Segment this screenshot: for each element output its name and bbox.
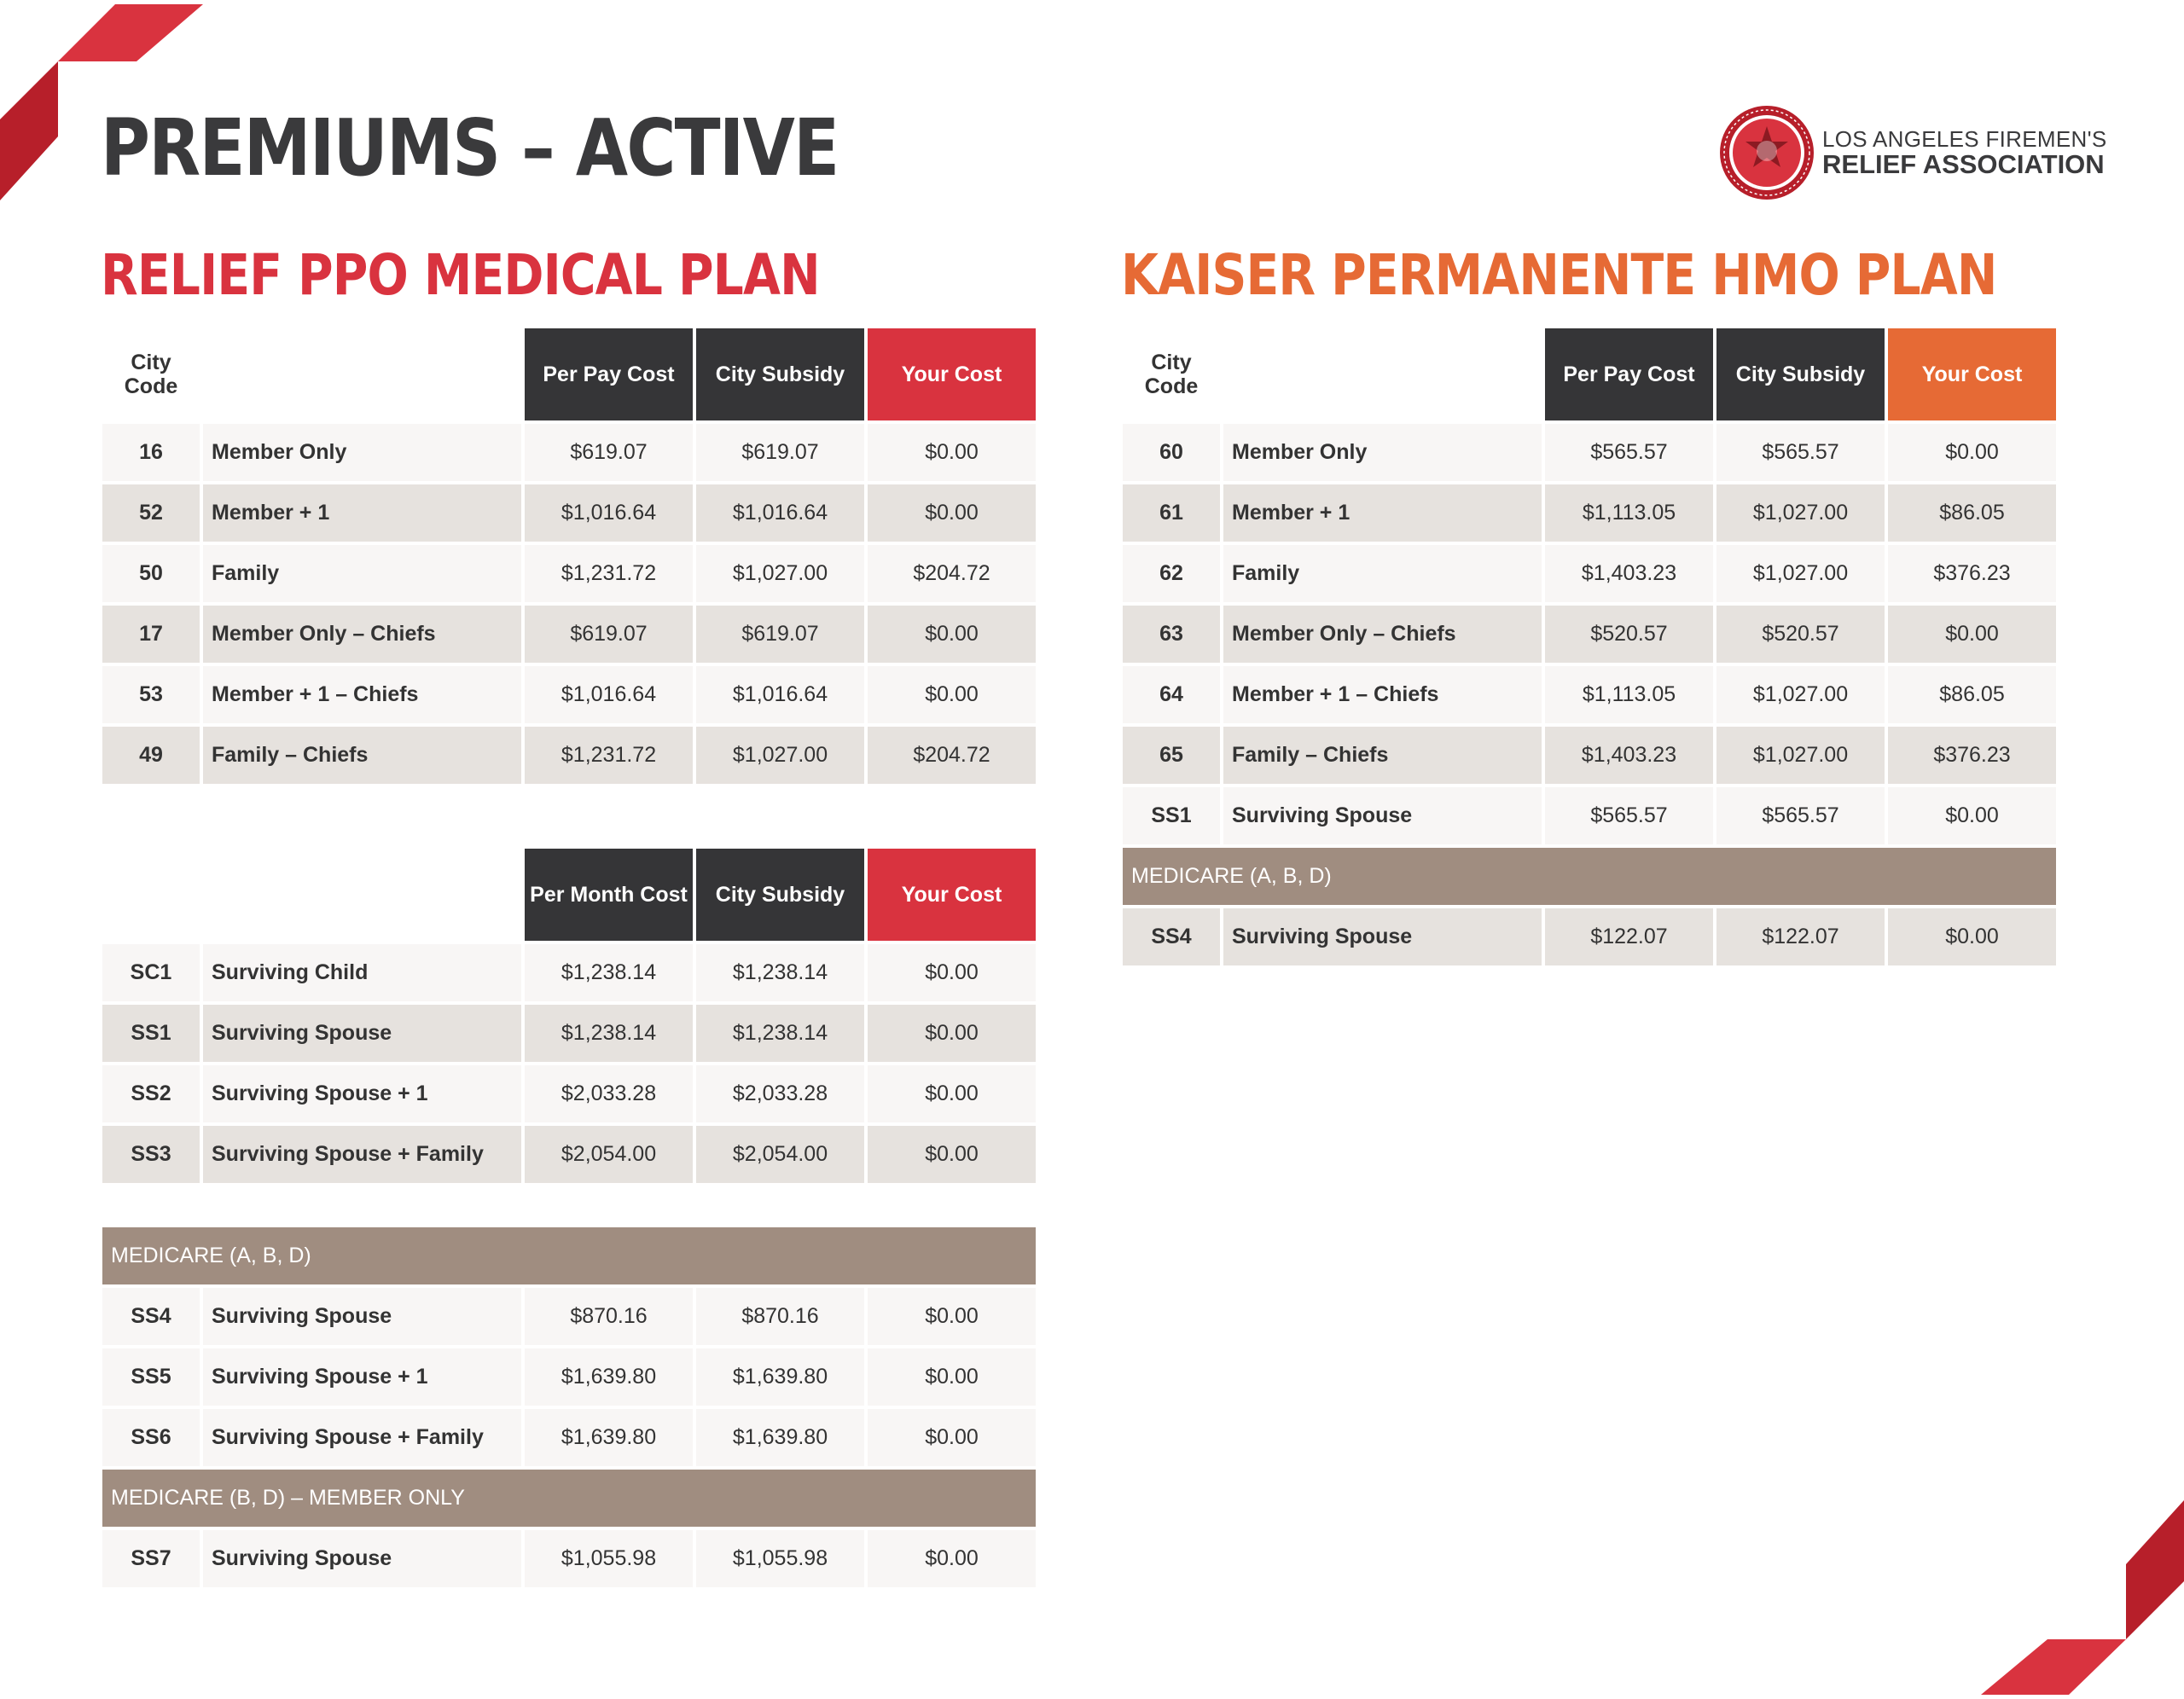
your-cost-cell: $0.00 [868, 1348, 1036, 1406]
coverage-cell: Surviving Spouse + 1 [203, 1065, 521, 1122]
coverage-cell: Surviving Spouse [203, 1288, 521, 1345]
cost-cell: $1,238.14 [525, 944, 693, 1001]
table-row [102, 1530, 1036, 1587]
city-code-cell: 62 [1123, 545, 1220, 602]
your-cost-cell: $86.05 [1888, 484, 2056, 542]
cost-cell: $2,054.00 [525, 1126, 693, 1183]
col-header-city-subsidy: City Subsidy [696, 849, 864, 941]
coverage-cell: Member Only – Chiefs [1223, 606, 1542, 663]
city-code-cell: SS6 [102, 1409, 200, 1466]
subsidy-cell: $565.57 [1716, 787, 1885, 844]
your-cost-cell: $204.72 [868, 727, 1036, 784]
subsidy-cell: $1,055.98 [696, 1530, 864, 1587]
col-header-per-pay-cost: Per Pay Cost [1545, 328, 1713, 420]
table-row [102, 666, 1036, 723]
city-code-cell: SS1 [102, 1005, 200, 1062]
kp-plan-title: KAISER PERMANENTE HMO PLAN [1121, 242, 1997, 308]
city-code-cell: 50 [102, 545, 200, 602]
col-header-blank [102, 849, 200, 941]
medicare-abd-band: MEDICARE (A, B, D) [1123, 848, 2056, 905]
coverage-cell: Family [1223, 545, 1542, 602]
coverage-cell: Surviving Spouse [203, 1530, 521, 1587]
coverage-cell: Surviving Spouse + 1 [203, 1348, 521, 1406]
table-row [1123, 606, 2056, 663]
cost-cell: $1,639.80 [525, 1409, 693, 1466]
city-code-cell: SS5 [102, 1348, 200, 1406]
corner-ribbon-bottom-right [1979, 1486, 2184, 1699]
city-code-cell: 60 [1123, 424, 1220, 481]
col-header-your-cost: Your Cost [1888, 328, 2056, 420]
subsidy-cell: $1,238.14 [696, 1005, 864, 1062]
city-code-cell: SS7 [102, 1530, 200, 1587]
subsidy-cell: $122.07 [1716, 908, 1885, 965]
coverage-cell: Member Only [203, 424, 521, 481]
kp-table [1119, 325, 2059, 969]
subsidy-cell: $1,027.00 [1716, 484, 1885, 542]
col-header-city-code: City Code [1123, 328, 1220, 420]
cost-cell: $1,016.64 [525, 666, 693, 723]
page-title: PREMIUMS – ACTIVE [101, 102, 839, 194]
your-cost-cell: $86.05 [1888, 666, 2056, 723]
city-code-cell: SS3 [102, 1126, 200, 1183]
table-row [102, 1126, 1036, 1183]
subsidy-cell: $520.57 [1716, 606, 1885, 663]
ppo-survivor-table [99, 845, 1039, 1186]
coverage-cell: Family – Chiefs [1223, 727, 1542, 784]
col-header-per-month-cost: Per Month Cost [525, 849, 693, 941]
table-row [102, 1348, 1036, 1406]
your-cost-cell: $0.00 [868, 666, 1036, 723]
cost-cell: $2,033.28 [525, 1065, 693, 1122]
subsidy-cell: $1,027.00 [696, 545, 864, 602]
table-row [1123, 787, 2056, 844]
your-cost-cell: $0.00 [868, 1530, 1036, 1587]
ppo-medicare-table [99, 1224, 1039, 1591]
city-code-cell: SC1 [102, 944, 200, 1001]
table-row [102, 424, 1036, 481]
cost-cell: $1,231.72 [525, 727, 693, 784]
subsidy-cell: $1,238.14 [696, 944, 864, 1001]
fire-seal-icon [1718, 104, 1815, 201]
coverage-cell: Member + 1 – Chiefs [1223, 666, 1542, 723]
col-header-city-subsidy: City Subsidy [1716, 328, 1885, 420]
cost-cell: $1,113.05 [1545, 484, 1713, 542]
ppo-plan-title: RELIEF PPO MEDICAL PLAN [101, 242, 820, 308]
association-logo [1718, 104, 2107, 201]
cost-cell: $1,231.72 [525, 545, 693, 602]
col-header-per-pay-cost: Per Pay Cost [525, 328, 693, 420]
col-header-city-code: City Code [102, 328, 200, 420]
city-code-cell: SS4 [1123, 908, 1220, 965]
cost-cell: $1,639.80 [525, 1348, 693, 1406]
your-cost-cell: $0.00 [1888, 908, 2056, 965]
table-row [102, 1409, 1036, 1466]
cost-cell: $565.57 [1545, 424, 1713, 481]
subsidy-cell: $619.07 [696, 424, 864, 481]
cost-cell: $122.07 [1545, 908, 1713, 965]
cost-cell: $1,055.98 [525, 1530, 693, 1587]
city-code-cell: 63 [1123, 606, 1220, 663]
col-header-blank [203, 328, 521, 420]
cost-cell: $1,403.23 [1545, 727, 1713, 784]
cost-cell: $1,016.64 [525, 484, 693, 542]
table-row [102, 545, 1036, 602]
city-code-cell: 65 [1123, 727, 1220, 784]
col-header-city-subsidy: City Subsidy [696, 328, 864, 420]
coverage-cell: Member + 1 [203, 484, 521, 542]
col-header-your-cost: Your Cost [868, 849, 1036, 941]
ppo-active-table [99, 325, 1039, 787]
subsidy-cell: $1,016.64 [696, 666, 864, 723]
subsidy-cell: $565.57 [1716, 424, 1885, 481]
table-row [102, 944, 1036, 1001]
subsidy-cell: $1,639.80 [696, 1348, 864, 1406]
cost-cell: $619.07 [525, 424, 693, 481]
your-cost-cell: $0.00 [1888, 424, 2056, 481]
medicare-abd-band: MEDICARE (A, B, D) [102, 1227, 1036, 1284]
your-cost-cell: $376.23 [1888, 545, 2056, 602]
your-cost-cell: $204.72 [868, 545, 1036, 602]
city-code-cell: SS2 [102, 1065, 200, 1122]
table-row [102, 1288, 1036, 1345]
cost-cell: $870.16 [525, 1288, 693, 1345]
cost-cell: $565.57 [1545, 787, 1713, 844]
table-row [1123, 908, 2056, 965]
table-row [1123, 484, 2056, 542]
city-code-cell: 64 [1123, 666, 1220, 723]
city-code-cell: 52 [102, 484, 200, 542]
your-cost-cell: $0.00 [868, 1409, 1036, 1466]
subsidy-cell: $1,027.00 [1716, 666, 1885, 723]
col-header-blank [203, 849, 521, 941]
cost-cell: $1,113.05 [1545, 666, 1713, 723]
table-row [102, 484, 1036, 542]
table-row [1123, 424, 2056, 481]
subsidy-cell: $1,016.64 [696, 484, 864, 542]
cost-cell: $1,403.23 [1545, 545, 1713, 602]
logo-line-2: RELIEF ASSOCIATION [1822, 149, 2105, 180]
subsidy-cell: $1,027.00 [696, 727, 864, 784]
subsidy-cell: $1,027.00 [1716, 727, 1885, 784]
coverage-cell: Member Only – Chiefs [203, 606, 521, 663]
city-code-cell: SS1 [1123, 787, 1220, 844]
logo-line-1: LOS ANGELES FIREMEN'S [1822, 126, 2107, 152]
coverage-cell: Surviving Spouse [1223, 908, 1542, 965]
coverage-cell: Family – Chiefs [203, 727, 521, 784]
table-row [102, 606, 1036, 663]
medicare-bd-band: MEDICARE (B, D) – MEMBER ONLY [102, 1470, 1036, 1527]
your-cost-cell: $0.00 [868, 606, 1036, 663]
your-cost-cell: $0.00 [868, 484, 1036, 542]
coverage-cell: Surviving Spouse + Family [203, 1126, 521, 1183]
subsidy-cell: $2,033.28 [696, 1065, 864, 1122]
coverage-cell: Member Only [1223, 424, 1542, 481]
table-row [1123, 545, 2056, 602]
your-cost-cell: $0.00 [1888, 606, 2056, 663]
your-cost-cell: $0.00 [868, 1288, 1036, 1345]
subsidy-cell: $870.16 [696, 1288, 864, 1345]
subsidy-cell: $1,639.80 [696, 1409, 864, 1466]
table-row [1123, 727, 2056, 784]
coverage-cell: Surviving Child [203, 944, 521, 1001]
col-header-your-cost: Your Cost [868, 328, 1036, 420]
your-cost-cell: $376.23 [1888, 727, 2056, 784]
city-code-cell: 61 [1123, 484, 1220, 542]
table-row [102, 1065, 1036, 1122]
cost-cell: $520.57 [1545, 606, 1713, 663]
city-code-cell: 49 [102, 727, 200, 784]
coverage-cell: Surviving Spouse [1223, 787, 1542, 844]
subsidy-cell: $619.07 [696, 606, 864, 663]
coverage-cell: Surviving Spouse [203, 1005, 521, 1062]
col-header-blank [1223, 328, 1542, 420]
city-code-cell: 17 [102, 606, 200, 663]
city-code-cell: SS4 [102, 1288, 200, 1345]
table-row [1123, 666, 2056, 723]
cost-cell: $619.07 [525, 606, 693, 663]
table-row [102, 727, 1036, 784]
your-cost-cell: $0.00 [1888, 787, 2056, 844]
your-cost-cell: $0.00 [868, 424, 1036, 481]
coverage-cell: Member + 1 [1223, 484, 1542, 542]
your-cost-cell: $0.00 [868, 1126, 1036, 1183]
cost-cell: $1,238.14 [525, 1005, 693, 1062]
table-row [102, 1005, 1036, 1062]
your-cost-cell: $0.00 [868, 1065, 1036, 1122]
coverage-cell: Family [203, 545, 521, 602]
subsidy-cell: $2,054.00 [696, 1126, 864, 1183]
coverage-cell: Member + 1 – Chiefs [203, 666, 521, 723]
your-cost-cell: $0.00 [868, 944, 1036, 1001]
coverage-cell: Surviving Spouse + Family [203, 1409, 521, 1466]
your-cost-cell: $0.00 [868, 1005, 1036, 1062]
city-code-cell: 16 [102, 424, 200, 481]
city-code-cell: 53 [102, 666, 200, 723]
subsidy-cell: $1,027.00 [1716, 545, 1885, 602]
